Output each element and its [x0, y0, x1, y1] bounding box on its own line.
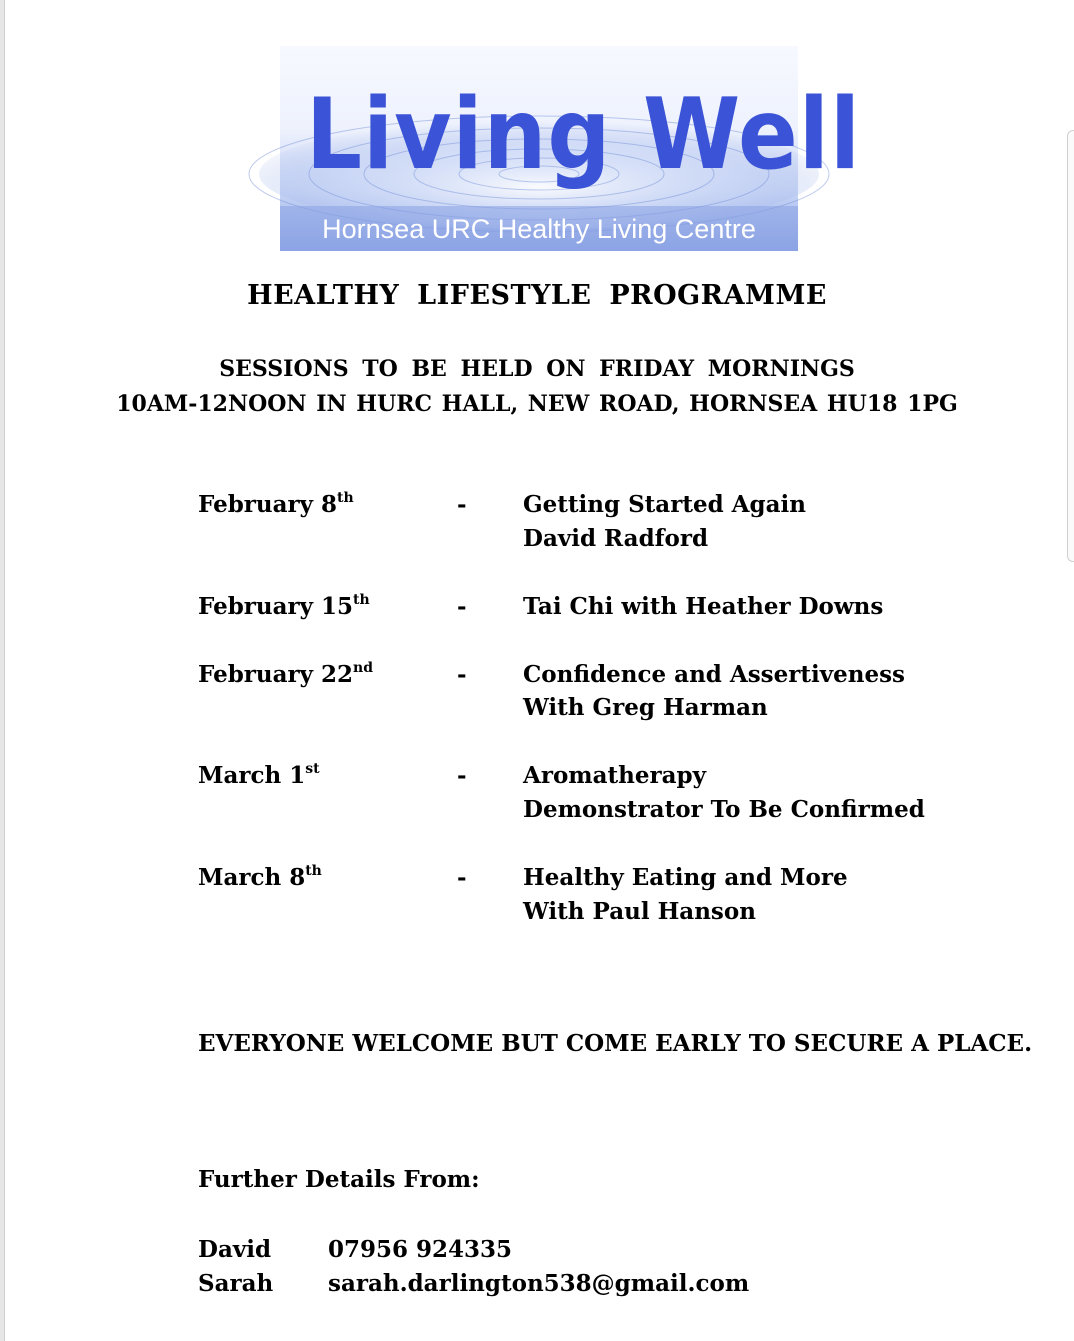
- contact-phone[interactable]: 07956 924335: [328, 1236, 513, 1263]
- session-title: Aromatherapy: [523, 762, 706, 789]
- contact-name: Sarah: [198, 1270, 274, 1297]
- session-title: Tai Chi with Heather Downs: [523, 593, 884, 620]
- session-title: Confidence and Assertiveness: [523, 661, 905, 688]
- date-suffix: nd: [353, 660, 373, 676]
- schedule-date: February 15th: [198, 592, 370, 620]
- session-presenter: With Paul Hanson: [523, 898, 756, 925]
- session-presenter: Demonstrator To Be Confirmed: [523, 796, 925, 823]
- sessions-line-1: SESSIONS TO BE HELD ON FRIDAY MORNINGS: [219, 356, 855, 382]
- schedule-dash: -: [457, 593, 467, 620]
- schedule-dash: -: [457, 762, 467, 789]
- date-suffix: th: [305, 863, 322, 879]
- schedule-date: February 8th: [198, 490, 354, 518]
- schedule-dash: -: [457, 661, 467, 688]
- contact-email[interactable]: sarah.darlington538@gmail.com: [328, 1270, 750, 1297]
- session-presenter: With Greg Harman: [523, 694, 768, 721]
- further-details-label: Further Details From:: [198, 1166, 480, 1193]
- schedule-date: March 8th: [198, 863, 322, 891]
- logo-subtitle: Hornsea URC Healthy Living Centre: [322, 214, 756, 244]
- date-suffix: th: [337, 490, 354, 506]
- session-title: Healthy Eating and More: [523, 864, 848, 891]
- sessions-line-2: 10AM-12NOON IN HURC HALL, NEW ROAD, HORNSEA HU18 1PG: [116, 391, 958, 417]
- scroll-handle[interactable]: [1067, 130, 1074, 562]
- page-edge: [0, 0, 5, 1341]
- date-suffix: st: [305, 761, 320, 777]
- schedule-date: February 22nd: [198, 660, 373, 688]
- contact-name: David: [198, 1236, 272, 1263]
- schedule-dash: -: [457, 864, 467, 891]
- schedule-date: March 1st: [198, 761, 320, 789]
- date-suffix: th: [353, 592, 370, 608]
- session-title: Getting Started Again: [523, 491, 806, 518]
- schedule-dash: -: [457, 491, 467, 518]
- session-presenter: David Radford: [523, 525, 709, 552]
- programme-heading: HEALTHY LIFESTYLE PROGRAMME: [247, 280, 827, 311]
- logo-title: Living Well: [305, 78, 862, 192]
- welcome-note: EVERYONE WELCOME BUT COME EARLY TO SECURE A PLACE.: [198, 1030, 1033, 1057]
